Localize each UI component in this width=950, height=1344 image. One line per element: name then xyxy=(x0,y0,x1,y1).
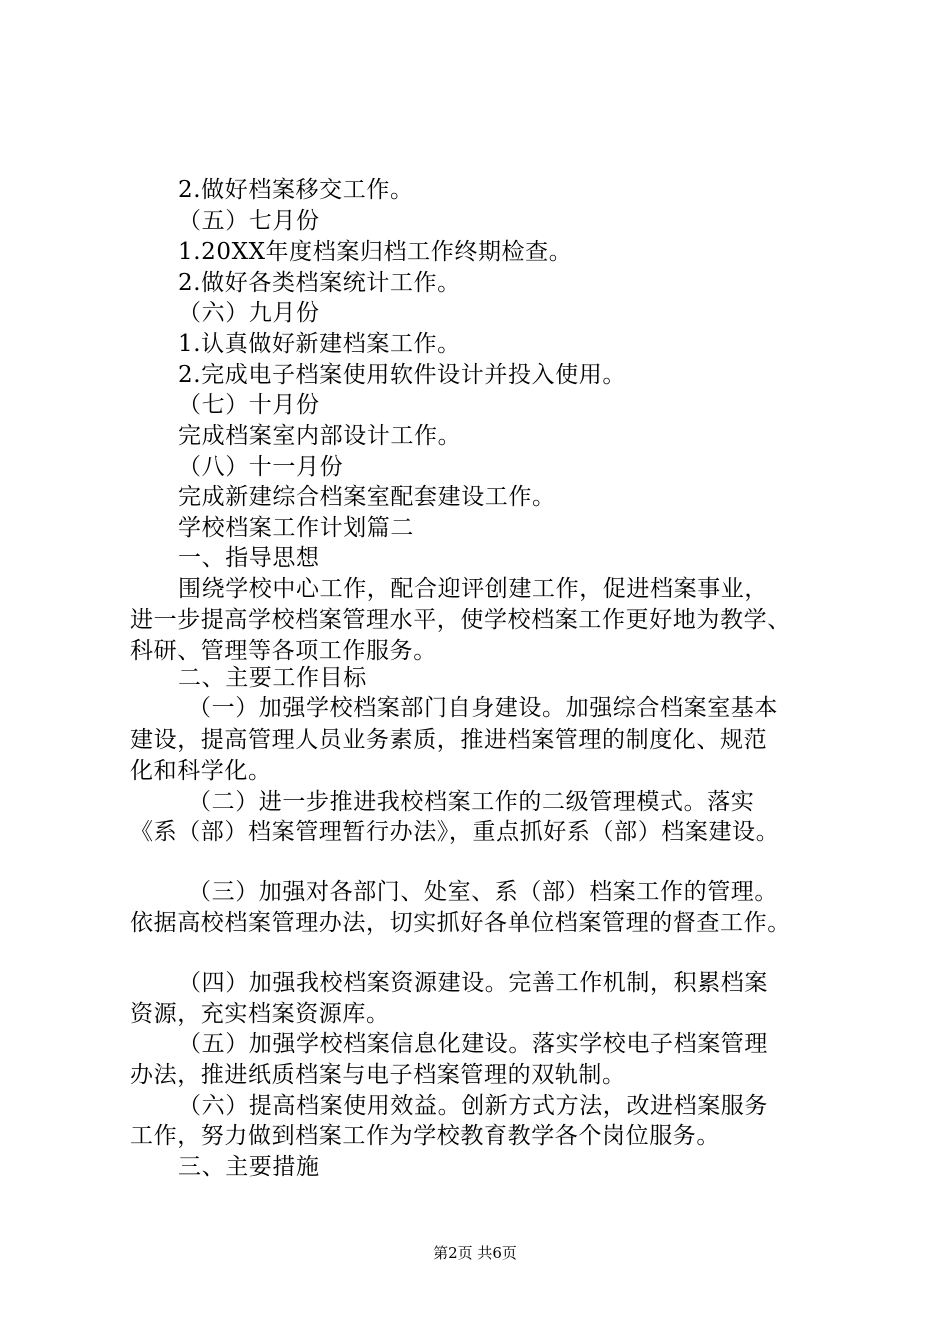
paragraph-line: 《系（部）档案管理暂行办法》，重点抓好系（部）档案建设。 xyxy=(130,819,780,845)
paragraph-line: （二）进一步推进我校档案工作的二级管理模式。落实 xyxy=(188,789,755,815)
section-heading: （八）十一月份 xyxy=(178,454,344,480)
section-heading: （七）十月份 xyxy=(178,392,320,418)
section-heading: （六）九月份 xyxy=(178,300,320,326)
paragraph-line: （五）加强学校档案信息化建设。落实学校电子档案管理 xyxy=(178,1031,768,1057)
text-line: 完成档案室内部设计工作。 xyxy=(178,423,462,449)
paragraph-line: 办法，推进纸质档案与电子档案管理的双轨制。 xyxy=(130,1062,626,1088)
paragraph-line: 资源，充实档案资源库。 xyxy=(130,1001,390,1027)
section-heading: 一、指导思想 xyxy=(178,545,320,571)
page-number-footer: 第2页 共6页 xyxy=(433,1244,517,1262)
paragraph-line: （四）加强我校档案资源建设。完善工作机制，积累档案 xyxy=(178,970,768,996)
text-line: 2.完成电子档案使用软件设计并投入使用。 xyxy=(178,362,626,388)
document-subtitle: 学校档案工作计划篇二 xyxy=(178,515,414,541)
paragraph-line: 依据高校档案管理办法，切实抓好各单位档案管理的督查工作。 xyxy=(130,910,791,936)
paragraph-line: （六）提高档案使用效益。创新方式方法，改进档案服务 xyxy=(178,1093,768,1119)
paragraph-line: （一）加强学校档案部门自身建设。加强综合档案室基本 xyxy=(188,695,778,721)
section-heading: （五）七月份 xyxy=(178,208,320,234)
text-line: 2.做好各类档案统计工作。 xyxy=(178,270,461,296)
paragraph-line: 建设，提高管理人员业务素质，推进档案管理的制度化、规范 xyxy=(130,727,768,753)
paragraph-line: 围绕学校中心工作，配合迎评创建工作，促进档案事业， xyxy=(178,576,768,602)
text-line: 1.20XX年度档案归档工作终期检查。 xyxy=(178,239,573,265)
paragraph-line: 科研、管理等各项工作服务。 xyxy=(130,638,437,664)
paragraph-line: （三）加强对各部门、处室、系（部）档案工作的管理。 xyxy=(188,879,778,905)
text-line: 2.做好档案移交工作。 xyxy=(178,177,414,203)
text-line: 完成新建综合档案室配套建设工作。 xyxy=(178,484,556,510)
text-line: 1.认真做好新建档案工作。 xyxy=(178,331,461,357)
paragraph-line: 化和科学化。 xyxy=(130,758,272,784)
section-heading: 二、主要工作目标 xyxy=(178,665,367,691)
section-heading: 三、主要措施 xyxy=(178,1154,320,1180)
paragraph-line: 进一步提高学校档案管理水平，使学校档案工作更好地为教学、 xyxy=(130,607,791,633)
paragraph-line: 工作，努力做到档案工作为学校教育教学各个岗位服务。 xyxy=(130,1123,720,1149)
